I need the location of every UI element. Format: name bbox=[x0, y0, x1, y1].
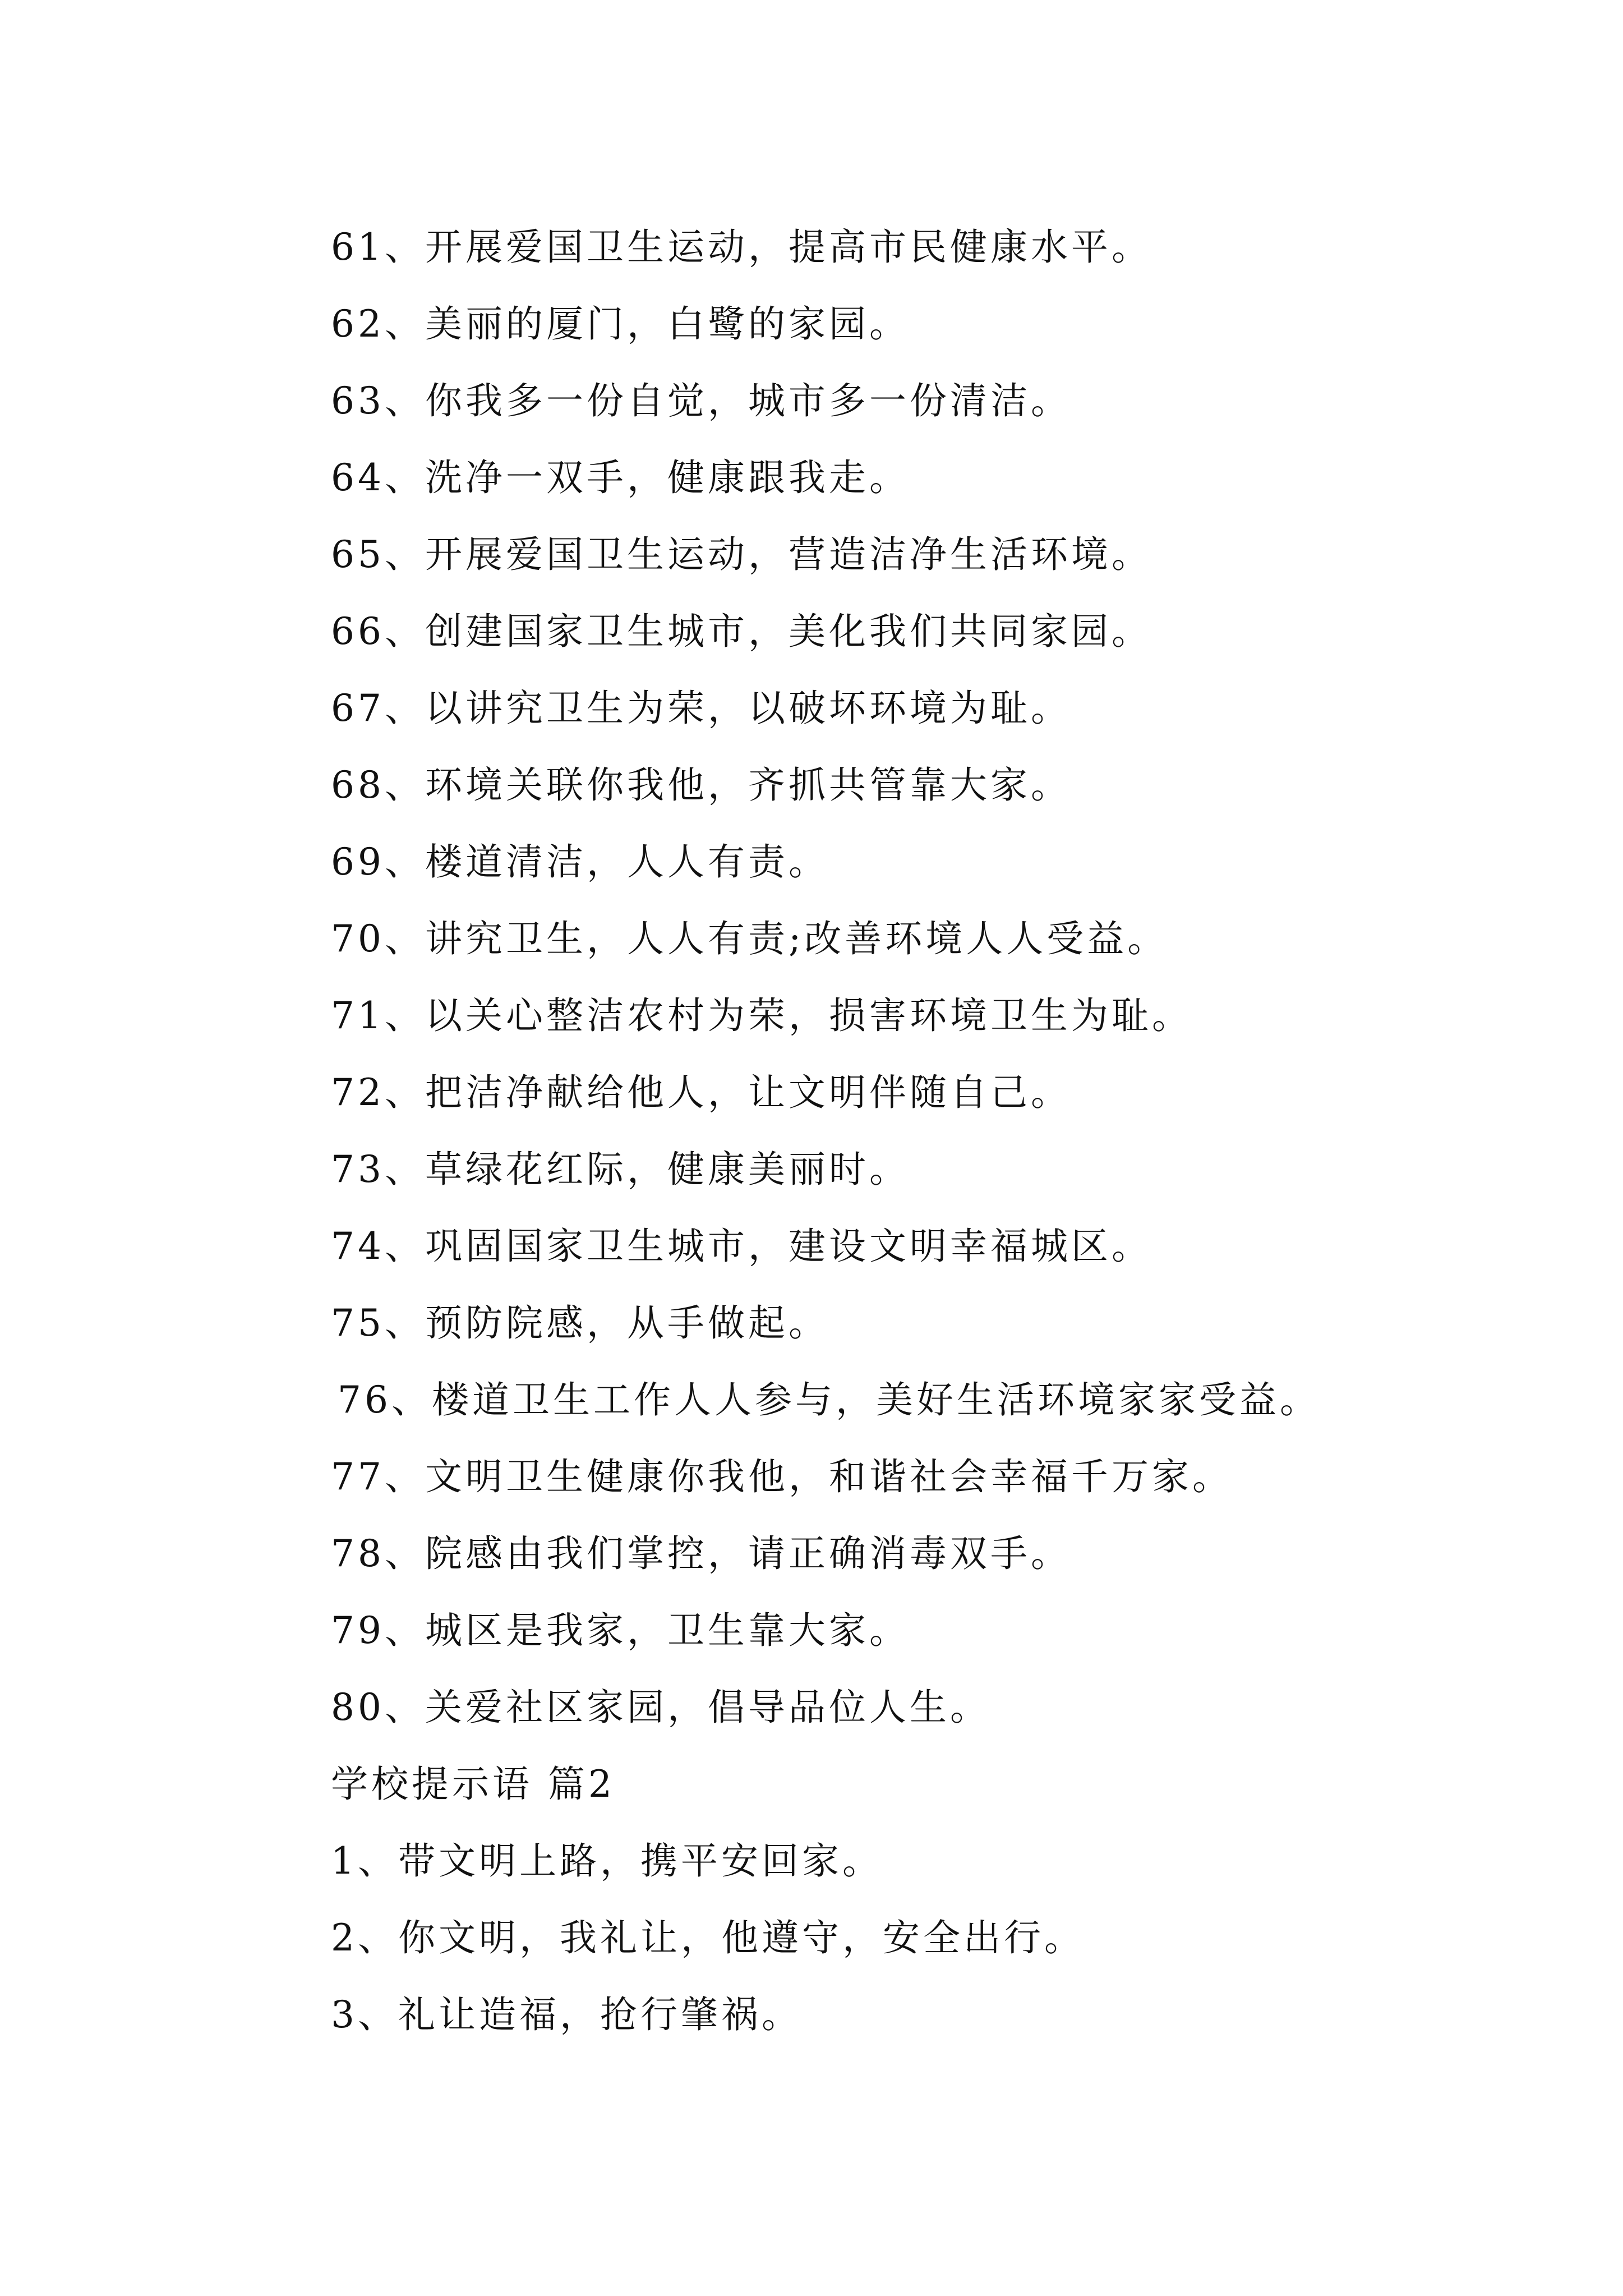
list-item: 79、城区是我家，卫生靠大家。 bbox=[331, 1609, 910, 1652]
list-item: 80、关爱社区家园，倡导品位人生。 bbox=[331, 1686, 990, 1729]
list-item: 61、开展爱国卫生运动，提高市民健康水平。 bbox=[331, 226, 1152, 269]
list-item: 64、洗净一双手，健康跟我走。 bbox=[331, 456, 910, 499]
list-item: 69、楼道清洁，人人有责。 bbox=[331, 840, 829, 884]
list-item: 76、楼道卫生工作人人参与，美好生活环境家家受益。 bbox=[338, 1378, 1320, 1421]
list-item: 3、礼让造福，抢行肇祸。 bbox=[331, 1993, 802, 2036]
list-item: 68、环境关联你我他，齐抓共管靠大家。 bbox=[331, 763, 1071, 807]
list-item: 62、美丽的厦门，白鹭的家园。 bbox=[331, 302, 910, 346]
list-item: 71、以关心整洁农村为荣，损害环境卫生为耻。 bbox=[331, 994, 1192, 1037]
list-item: 1、带文明上路，携平安回家。 bbox=[331, 1839, 883, 1883]
list-item: 75、预防院感，从手做起。 bbox=[331, 1301, 829, 1345]
section-heading: 学校提示语 篇2 bbox=[331, 1763, 615, 1806]
list-item: 65、开展爱国卫生运动，营造洁净生活环境。 bbox=[331, 533, 1152, 576]
slogan-list bbox=[331, 209, 1565, 2053]
list-item: 67、以讲究卫生为荣，以破坏环境为耻。 bbox=[331, 687, 1071, 730]
list-item: 70、讲究卫生，人人有责;改善环境人人受益。 bbox=[331, 917, 1168, 960]
list-item: 78、院感由我们掌控，请正确消毒双手。 bbox=[331, 1532, 1071, 1575]
list-item: 73、草绿花红际，健康美丽时。 bbox=[331, 1148, 910, 1191]
list-item: 74、巩固国家卫生城市，建设文明幸福城区。 bbox=[331, 1225, 1152, 1268]
list-item: 66、创建国家卫生城市，美化我们共同家园。 bbox=[331, 610, 1152, 653]
list-item: 77、文明卫生健康你我他，和谐社会幸福千万家。 bbox=[331, 1455, 1233, 1498]
list-item: 63、你我多一份自觉，城市多一份清洁。 bbox=[331, 379, 1071, 422]
list-item: 2、你文明，我礼让，他遵守，安全出行。 bbox=[331, 1916, 1085, 1959]
list-item: 72、把洁净献给他人，让文明伴随自己。 bbox=[331, 1071, 1071, 1114]
